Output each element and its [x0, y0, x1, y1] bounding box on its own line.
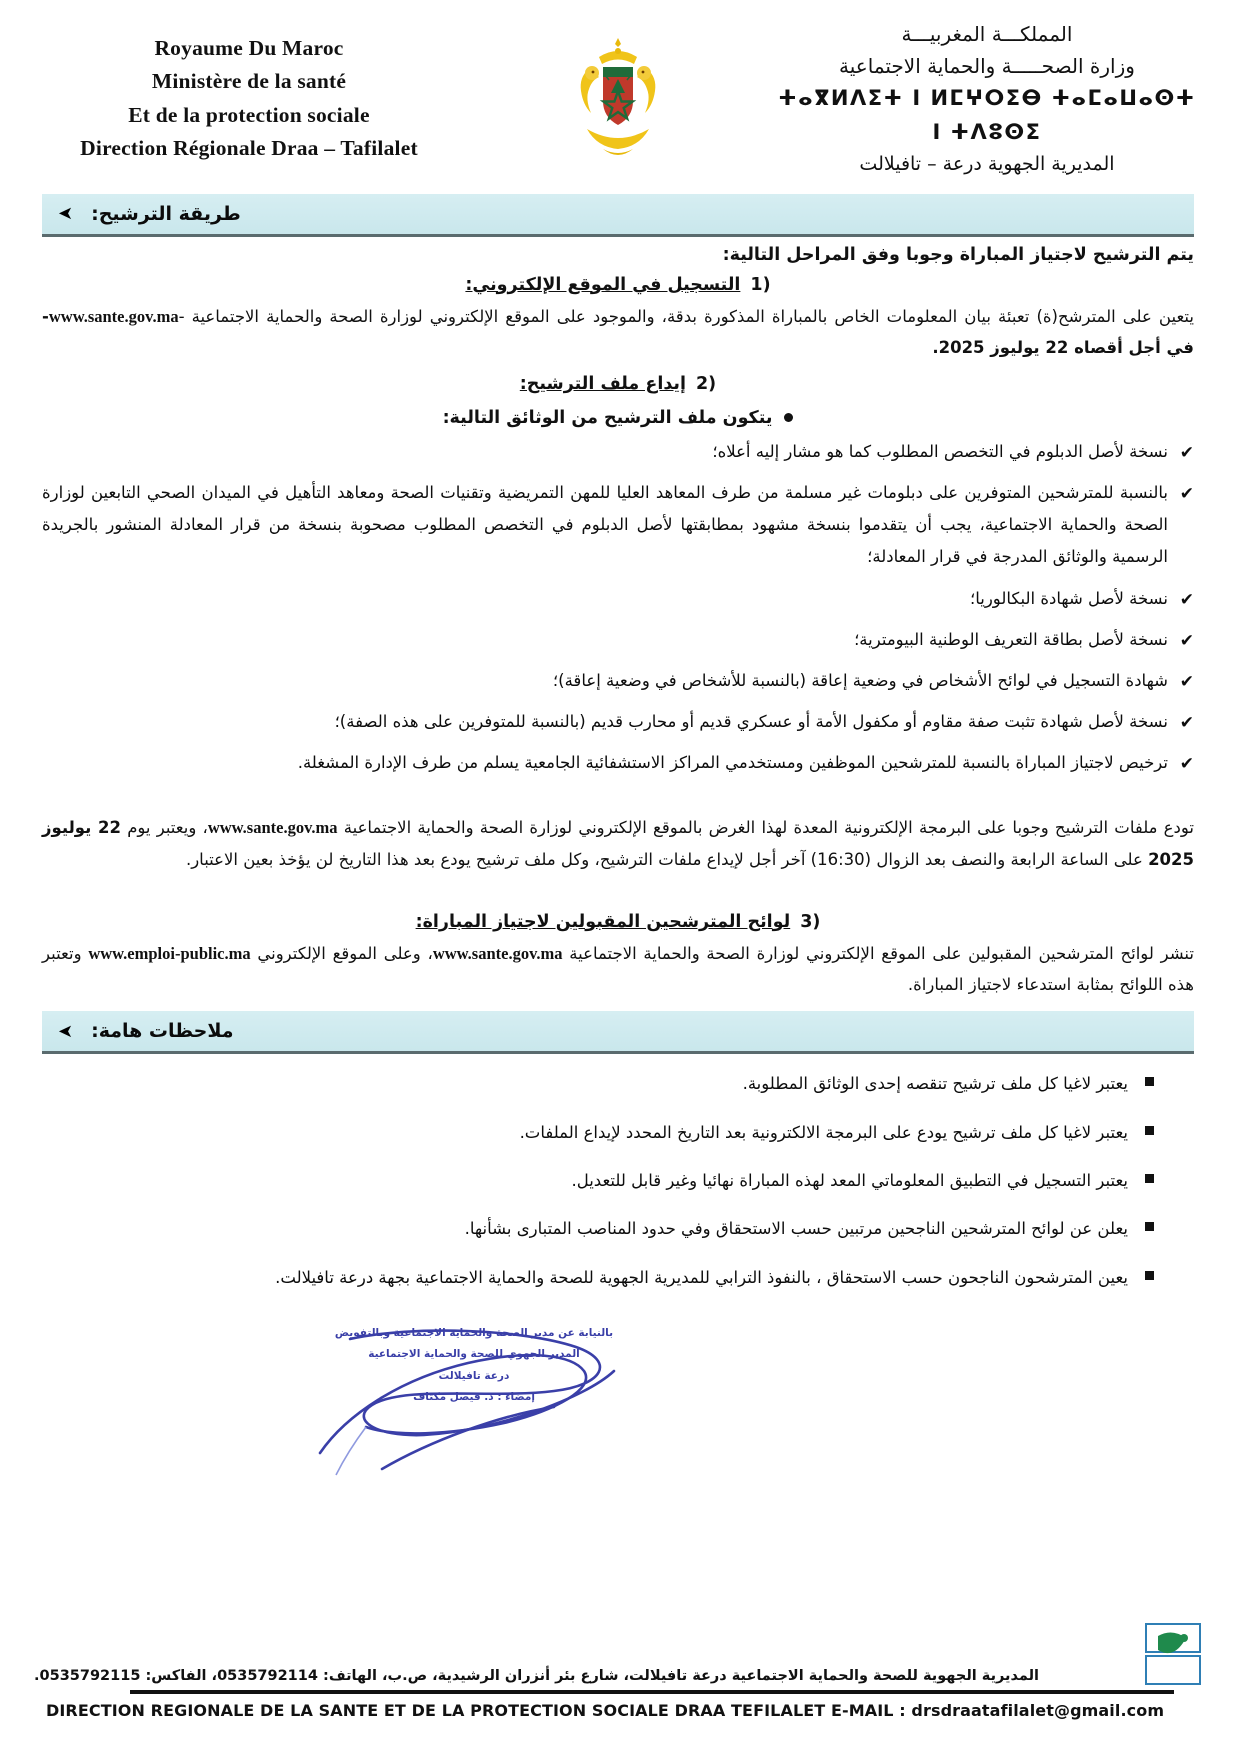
spacer	[42, 882, 1194, 902]
step-2-lead-label: يتكون ملف الترشيح من الوثائق التالية:	[442, 407, 773, 428]
required-documents-list	[42, 436, 1194, 780]
arrowhead-icon: ➤	[58, 203, 74, 224]
document-item	[42, 436, 1194, 468]
footer-french-contact: DIRECTION REGIONALE DE LA SANTE ET DE LA PROTECTION SOCIALE DRAA TEFILALET E-MAIL : drsdraatafilalet@gmail.com	[46, 1701, 1165, 1720]
checkmark-icon: ✔	[1179, 442, 1194, 463]
note-item	[42, 1213, 1154, 1244]
checkmark-icon: ✔	[1179, 713, 1194, 734]
letterhead-fr-line-2: Ministère de la santé	[151, 69, 347, 94]
arrowhead-icon: ➤	[58, 1020, 74, 1041]
document-item-text: نسخة لأصل شهادة تثبت صفة مقاوم أو مكفول الأمة أو عسكري قديم أو محارب قديم (بالنسبة للمتوفرين على هذه الصفة)؛	[334, 712, 1168, 732]
note-item	[42, 1068, 1154, 1099]
step-3-text-3: وتعتبر هذه اللوائح بمثابة استدعاء لاجتياز المباراة.	[42, 943, 1194, 995]
method-intro: يتم الترشيح لاجتياز المباراة وجوبا وفق المراحل التالية:	[722, 244, 1194, 265]
health-ministry-logo-icon	[1144, 1622, 1202, 1686]
note-item	[42, 1165, 1154, 1196]
note-item	[42, 1262, 1154, 1293]
square-bullet-icon	[1145, 1174, 1154, 1183]
step-3-number: 3)	[800, 911, 821, 932]
footer-arabic-contact: المديرية الجهوية للصحة والحماية الاجتماعية درعة تافيلالت، شارع بئر أنزران الرشيدية، ص.ب، الهاتف: 0535792114، الفاكس: 0535792115.	[34, 1668, 1040, 1684]
signature-line-3: درعة تافيلالت	[438, 1369, 510, 1382]
signature-stamp-text	[309, 1323, 639, 1409]
step-3-body	[42, 938, 1194, 1001]
important-notes-list	[42, 1068, 1194, 1293]
document-item-text: بالنسبة للمترشحين المتوفرين على دبلومات غير مسلمة من طرف المعاهد العليا للمهن التمريضية وتقنيات الصحة ومعاهد التأهيل في الميدان الصحي التابعين لوزارة الصحة والحماية الاجتماعية، يجب أن يتقدموا بنسخة مشهود بمطابقتها لأصل الدبلوم في التخصص المطلوب مصحوبة بنسخة من قرار المعادلة المنشور بالجريدة الرسمية والوثائق المدرجة في قرار المعادلة؛	[42, 483, 1168, 567]
morocco-coat-of-arms-icon	[559, 35, 677, 163]
step-2-lead	[42, 408, 1194, 428]
sante-url-2[interactable]: www.sante.gov.ma	[207, 818, 338, 838]
coat-of-arms-container	[518, 35, 718, 163]
letterhead	[0, 0, 1236, 184]
deposit-deadline-date: 22 يوليوز 2025	[42, 818, 1194, 870]
signature-block	[42, 1319, 1194, 1477]
letterhead-tifinagh: ⵜⴰⴳⵍⴷⵉⵜ ⵏ ⵍⵎⵖⵔⵉⴱ ⵜⴰⵎⴰⵡⴰⵙⵜ ⵏ ⵜⴷⵓⵙⵉ	[778, 86, 1196, 144]
checkmark-icon: ✔	[1179, 630, 1194, 651]
step-2-title: إيداع ملف الترشيح:	[519, 373, 686, 394]
signature-line-2: المدير الجهوي للصحة والحماية الاجتماعية	[368, 1348, 580, 1361]
letterhead-fr-line-3: Et de la protection sociale	[128, 102, 370, 127]
document-item-text: نسخة لأصل بطاقة التعريف الوطنية البيومترية؛	[854, 629, 1168, 649]
footer-contact-row	[20, 1622, 1216, 1686]
document-body	[0, 194, 1236, 1477]
step-3-heading	[42, 912, 1194, 932]
filled-circle-bullet-icon	[784, 413, 793, 422]
section-header-method	[42, 194, 1194, 237]
page-footer	[0, 1622, 1236, 1744]
step-2-heading	[42, 374, 1194, 394]
letterhead-ar-kingdom: المملكـــة المغربيـــة	[901, 22, 1073, 46]
deposit-text-2: ، ويعتبر يوم	[127, 818, 208, 838]
checkmark-icon: ✔	[1179, 484, 1194, 505]
note-item-text: يعتبر لاغيا كل ملف ترشيح يودع على البرمجة الالكترونية بعد التاريخ المحدد لإيداع الملفات.	[519, 1122, 1128, 1142]
section-header-notes-label: ملاحظات هامة:	[91, 1020, 234, 1043]
document-item	[42, 706, 1194, 738]
note-item-text: يعلن عن لوائح المترشحين الناجحين مرتبين حسب الاستحقاق وفي حدود المناصب المتبارى بشأنها.	[464, 1219, 1128, 1239]
step-1-body-before: يتعين على المترشح(ة) تعبئة بيان المعلومات الخاص بالمباراة المذكورة بدقة، والموجود على الموقع الإلكتروني لوزارة الصحة والحماية الاجتماعية -	[178, 306, 1194, 326]
letterhead-ar-direction: المديرية الجهوية درعة – تافيلالت	[859, 153, 1115, 176]
document-item-text: نسخة لأصل الدبلوم في التخصص المطلوب كما هو مشار إليه أعلاه؛	[712, 441, 1168, 461]
deposit-text-1: تودع ملفات الترشيح وجوبا على البرمجة الإلكترونية المعدة لهذا الغرض بالموقع الإلكتروني لوزارة الصحة والحماية الاجتماعية	[343, 818, 1194, 838]
letterhead-fr-line-1: Royaume Du Maroc	[154, 36, 344, 61]
signature-line-1: بالنيابة عن مدير الصحة والحماية الاجتماعية وبالتفويض	[334, 1326, 614, 1339]
spacer	[42, 788, 1194, 808]
footer-divider	[130, 1690, 1174, 1694]
step-2-number: 2)	[696, 373, 717, 394]
deposit-paragraph	[42, 812, 1194, 875]
document-item	[42, 665, 1194, 697]
deposit-text-3: على الساعة الرابعة والنصف بعد الزوال (16:30) آخر أجل لإيداع ملفات الترشيح، وكل ملف ترشيح يودع بعد هذا التاريخ لن يؤخذ بعين الاعتبار.	[185, 850, 1143, 870]
document-item	[42, 624, 1194, 656]
square-bullet-icon	[1145, 1126, 1154, 1135]
note-item-text: يعتبر التسجيل في التطبيق المعلوماتي المعد لهذه المباراة نهائيا وغير قابل للتعديل.	[571, 1170, 1128, 1190]
step-1-body-after: - في أجل أقصاه 22 يوليوز 2025.	[42, 306, 1194, 358]
square-bullet-icon	[1145, 1077, 1154, 1086]
emploi-public-url[interactable]: www.emploi-public.ma	[88, 943, 251, 963]
step-1-title: التسجيل في الموقع الإلكتروني:	[465, 274, 741, 295]
note-item-text: يعين المترشحون الناجحون حسب الاستحقاق ، بالنفوذ الترابي للمديرية الجهوية للصحة والحماية الاجتماعية بجهة درعة تافيلالت.	[275, 1267, 1128, 1287]
step-3-text-2: ، وعلى الموقع الإلكتروني	[257, 943, 433, 963]
sante-url-3[interactable]: www.sante.gov.ma	[432, 943, 563, 963]
note-item-text: يعتبر لاغيا كل ملف ترشيح تنقصه إحدى الوثائق المطلوبة.	[742, 1074, 1128, 1094]
step-1-heading	[42, 275, 1194, 295]
document-item	[42, 747, 1194, 779]
step-1-number: 1)	[750, 274, 771, 295]
step-3-title: لوائح المترشحين المقبولين لاجتياز المباراة:	[415, 911, 791, 932]
checkmark-icon: ✔	[1179, 671, 1194, 692]
document-item-text: شهادة التسجيل في لوائح الأشخاص في وضعية إعاقة (بالنسبة للأشخاص في وضعية إعاقة)؛	[552, 670, 1168, 690]
square-bullet-icon	[1145, 1271, 1154, 1280]
checkmark-icon: ✔	[1179, 589, 1194, 610]
letterhead-arabic-block	[772, 18, 1202, 180]
letterhead-fr-line-4: Direction Régionale Draa – Tafilalet	[80, 136, 418, 161]
checkmark-icon: ✔	[1179, 754, 1194, 775]
section-header-method-label: طريقة الترشيح:	[91, 202, 241, 225]
letterhead-french-block	[34, 32, 464, 165]
step-3-text-1: تنشر لوائح المترشحين المقبولين على الموقع الإلكتروني لوزارة الصحة والحماية الاجتماعية	[569, 943, 1194, 963]
document-item-text: نسخة لأصل شهادة البكالوريا؛	[969, 588, 1168, 608]
signature-line-4: إمضاء : د. فيصل مكتاف	[413, 1391, 535, 1404]
sante-url-1[interactable]: www.sante.gov.ma	[48, 306, 179, 326]
document-item	[42, 477, 1194, 574]
section-header-notes	[42, 1011, 1194, 1054]
note-item	[42, 1117, 1154, 1148]
document-item	[42, 583, 1194, 615]
letterhead-ar-ministry: وزارة الصحـــــة والحماية الاجتماعية	[839, 54, 1135, 78]
document-item-text: ترخيص لاجتياز المباراة بالنسبة للمترشحين الموظفين ومستخدمي المراكز الاستشفائية الجامعية يسلم من طرف الإدارة المشغلة.	[297, 753, 1168, 773]
square-bullet-icon	[1145, 1222, 1154, 1231]
step-1-body	[42, 301, 1194, 364]
